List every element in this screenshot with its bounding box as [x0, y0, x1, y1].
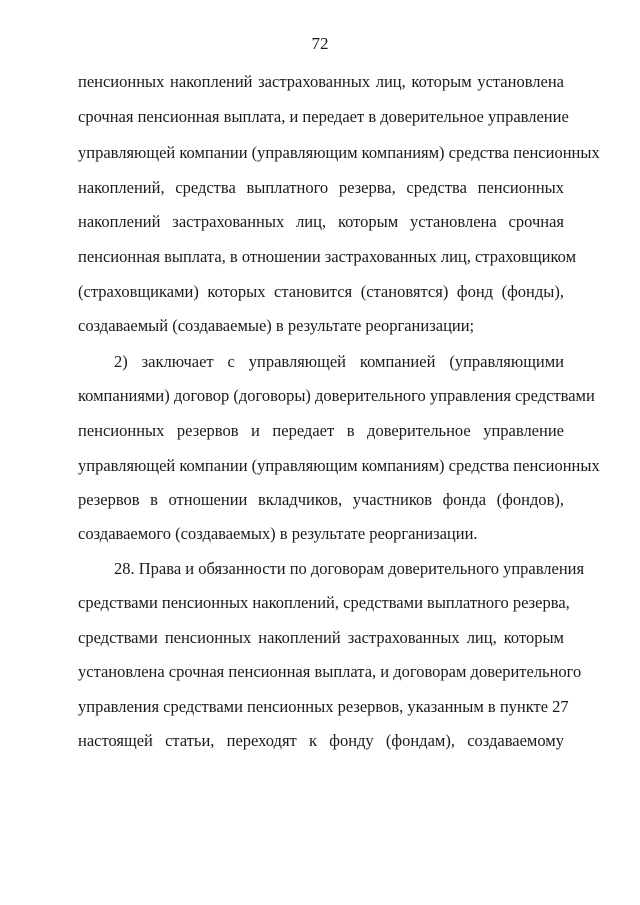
- page-number: 72: [311, 34, 329, 53]
- text-line: средствами пенсионных накоплений, средствами выплатного резерва,: [78, 593, 570, 612]
- text-line: управляющей компании (управляющим компаниям) средства пенсионных: [78, 143, 600, 162]
- text-line: пенсионных накоплений застрахованных лиц, которым установлена: [78, 72, 564, 91]
- text-line: пенсионных резервов и передает в доверительное управление: [78, 421, 564, 440]
- text-line: средствами пенсионных накоплений застрахованных лиц, которым: [78, 628, 564, 647]
- text-line: установлена срочная пенсионная выплата, и договорам доверительного: [78, 662, 582, 681]
- text-line: резервов в отношении вкладчиков, участников фонда (фондов),: [78, 490, 564, 509]
- text-line: 2) заключает с управляющей компанией (управляющими: [114, 352, 564, 371]
- text-line: пенсионная выплата, в отношении застрахованных лиц, страховщиком: [78, 247, 577, 266]
- text-line: настоящей статьи, переходят к фонду (фондам), создаваемому: [78, 731, 564, 750]
- text-line: управляющей компании (управляющим компаниям) средства пенсионных: [78, 456, 600, 475]
- text-line: накоплений, средства выплатного резерва, средства пенсионных: [78, 178, 564, 197]
- text-line: компаниями) договор (договоры) доверительного управления средствами: [78, 386, 595, 405]
- text-line: создаваемого (создаваемых) в результате реорганизации.: [78, 524, 478, 543]
- text-line: срочная пенсионная выплата, и передает в доверительное управление: [78, 107, 569, 126]
- text-line: накоплений застрахованных лиц, которым установлена срочная: [78, 212, 564, 231]
- text-line: управления средствами пенсионных резервов, указанным в пункте 27: [78, 697, 569, 716]
- text-line: (страховщиками) которых становится (становятся) фонд (фонды),: [78, 282, 564, 301]
- text-line: 28. Права и обязанности по договорам доверительного управления: [114, 559, 585, 578]
- text-line: создаваемый (создаваемые) в результате реорганизации;: [78, 316, 475, 335]
